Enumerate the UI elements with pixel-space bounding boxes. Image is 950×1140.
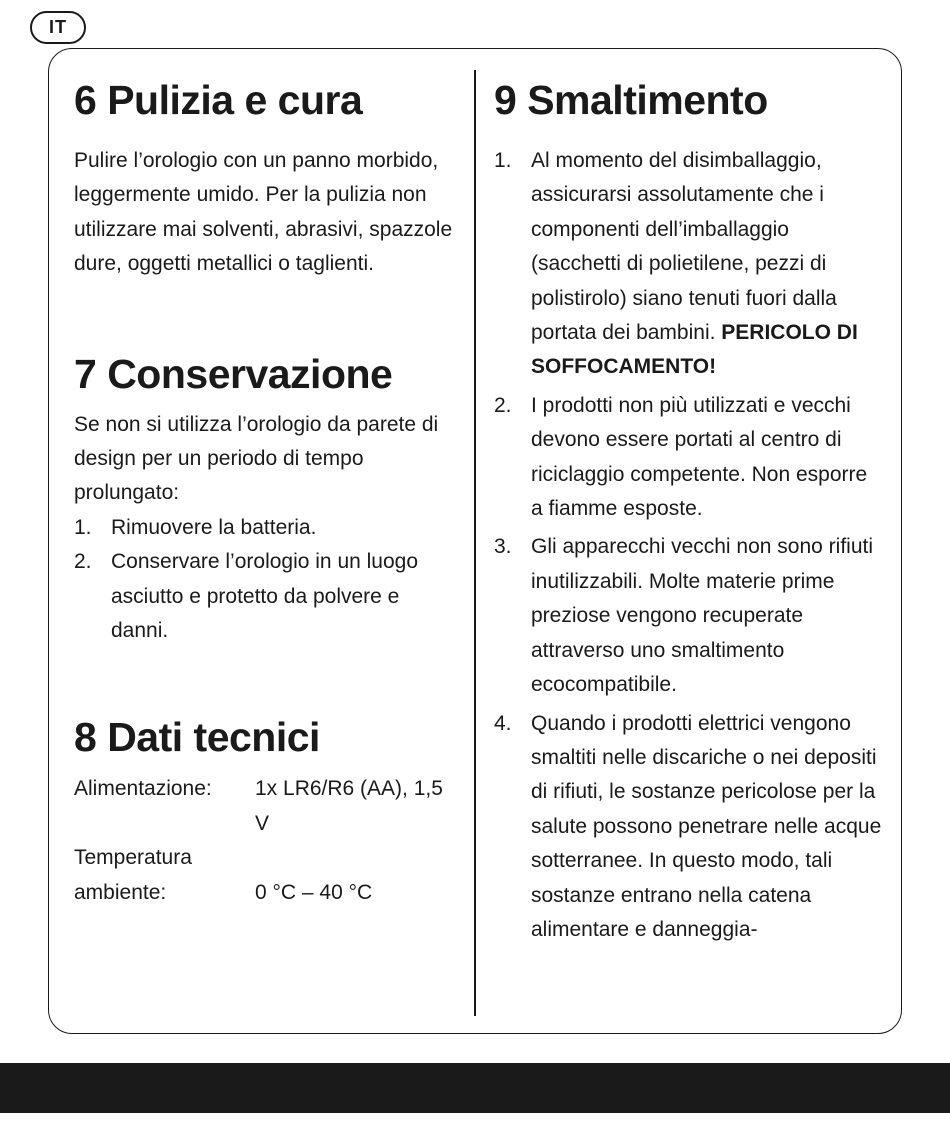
list-number: 2. <box>74 550 92 574</box>
section-title-specs: 8 Dati tecnici <box>74 714 320 761</box>
list-number: 4. <box>494 711 512 735</box>
spec-row <box>74 772 458 841</box>
section-storage <box>74 344 458 649</box>
list-text: Al momento del disimballaggio, assicurarsi assolutamente che i componenti dell’imballaggio (sacchetti di polietilene, pezzi di polistirolo) siano tenuti fuori dalla portata dei bambini. <box>531 149 837 345</box>
section-title-storage: 7 Conservazione <box>74 350 393 397</box>
list-text: Quando i prodotti elettrici vengono smaltiti nelle discariche o nei depositi di rifiuti, le sostanze pericolose per la salute possono penetrare nelle acque sotterranee. In questo modo, tali sostanze entrano nella catena alimentare e danneggia- <box>531 711 882 941</box>
list-number: 2. <box>494 393 512 417</box>
spec-label: Alimentazione: <box>74 777 212 801</box>
footer-bar <box>0 1063 950 1113</box>
storage-intro: Se non si utilizza l’orologio da parete di design per un periodo di tempo prolungato: <box>74 412 439 505</box>
spec-label: Temperatura ambiente: <box>74 846 192 904</box>
section-title-disposal: 9 Smaltimento <box>494 77 768 123</box>
list-item <box>494 144 884 385</box>
warning-text: PERICOLO DI SOFFOCAMENTO! <box>531 321 858 379</box>
right-column <box>494 70 884 951</box>
list-item <box>494 707 884 948</box>
language-badge: IT <box>30 11 86 44</box>
left-column <box>74 70 458 910</box>
list-number: 1. <box>494 149 512 172</box>
list-item <box>494 530 884 702</box>
spec-value: 0 °C – 40 °C <box>255 880 373 904</box>
section-specs <box>74 707 458 910</box>
spec-value: 1x LR6/R6 (AA), 1,5 V <box>255 777 443 835</box>
section-disposal <box>494 70 884 947</box>
list-item <box>494 389 884 527</box>
list-item <box>74 511 458 545</box>
section-cleaning <box>74 70 458 282</box>
list-text: I prodotti non più utilizzati e vecchi devono essere portati al centro di riciclaggio competente. Non esporre a fiamme esposte. <box>531 393 868 521</box>
list-item <box>74 545 458 648</box>
list-number: 1. <box>74 515 92 539</box>
column-divider <box>474 70 476 1016</box>
list-text: Conservare l’orologio in un luogo asciutto e protetto da polvere e danni. <box>111 550 419 643</box>
storage-steps <box>74 511 458 649</box>
cleaning-text: Pulire l’orologio con un panno morbido, leggermente umido. Per la pulizia non utilizzare mai solventi, abrasivi, spazzole dure, oggetti metallici o taglienti. <box>74 149 453 276</box>
list-text: Rimuovere la batteria. <box>111 515 317 539</box>
spec-row <box>74 841 458 910</box>
disposal-steps <box>494 144 884 947</box>
list-text: Gli apparecchi vecchi non sono rifiuti inutilizzabili. Molte materie prime preziose vengono recuperate attraverso uno smaltimento ecocompatibile. <box>531 535 874 697</box>
list-number: 3. <box>494 535 512 559</box>
section-title-cleaning: 6 Pulizia e cura <box>74 77 363 123</box>
